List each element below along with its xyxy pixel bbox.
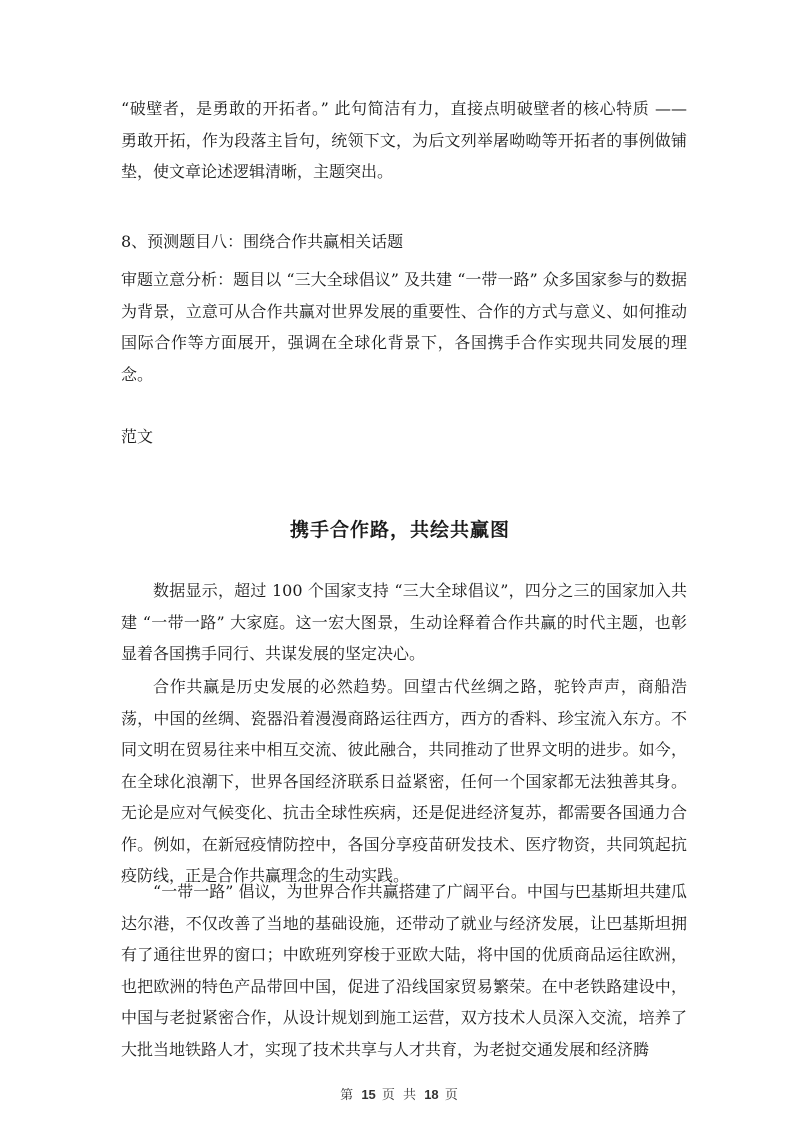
page-footer (0, 1084, 800, 1103)
current-page-number: 15 (361, 1087, 376, 1102)
footer-prefix: 第 (340, 1088, 356, 1103)
intro-paragraph: “破壁者，是勇敢的开拓者。” 此句简洁有力，直接点明破壁者的核心特质 —— 勇敢开拓，作为段落主旨句，统领下文，为后文列举屠呦呦等开拓者的事例做铺垫，使文章论述逻辑清晰，主题突出。 (121, 99, 687, 181)
total-pages-number: 18 (424, 1087, 439, 1102)
footer-middle: 页 共 (381, 1088, 419, 1103)
sample-essay-label: 范文 (121, 427, 154, 446)
essay-paragraph-2: 合作共赢是历史发展的必然趋势。回望古代丝绸之路，驼铃声声，商船浩荡，中国的丝绸、瓷器沿着漫漫商路运往西方，西方的香料、珍宝流入东方。不同文明在贸易往来中相互交流、彼此融合，共同推动了世界文明的进步。如今，在全球化浪潮下，世界各国经济联系日益紧密，任何一个国家都无法独善其身。无论是应对气候变化、抗击全球性疾病，还是促进经济复苏，都需要各国通力合作。例如，在新冠疫情防控中，各国分享疫苗研发技术、医疗物资，共同筑起抗疫防线，正是合作共赢理念的生动实践。 (121, 677, 687, 885)
essay-paragraph-3: “一带一路” 倡议，为世界合作共赢搭建了广阔平台。中国与巴基斯坦共建瓜达尔港，不仅改善了当地的基础设施，还带动了就业与经济发展，让巴基斯坦拥有了通往世界的窗口；中欧班列穿梭于亚欧大陆，将中国的优质商品运往欧洲，也把欧洲的特色产品带回中国，促进了沿线国家贸易繁荣。在中老铁路建设中，中国与老挝紧密合作，从设计规划到施工运营，双方技术人员深入交流，培养了大批当地铁路人才，实现了技术共享与人才共育，为老挝交通发展和经济腾 (121, 882, 687, 1059)
question-heading: 8、预测题目八：围绕合作共赢相关话题 (121, 232, 404, 251)
footer-suffix: 页 (444, 1088, 460, 1103)
essay-title: 携手合作路，共绘共赢图 (289, 519, 510, 541)
essay-paragraph-1: 数据显示，超过 100 个国家支持 “三大全球倡议”，四分之三的国家加入共建 “一带一路” 大家庭。这一宏大图景，生动诠释着合作共赢的时代主题，也彰显着各国携手同行、共谋发展的坚定决心。 (121, 581, 687, 663)
analysis-paragraph: 审题立意分析：题目以 “三大全球倡议” 及共建 “一带一路” 众多国家参与的数据为背景，立意可从合作共赢对世界发展的重要性、合作的方式与意义、如何推动国际合作等方面展开，强调在全球化背景下，各国携手合作实现共同发展的理念。 (121, 270, 687, 384)
